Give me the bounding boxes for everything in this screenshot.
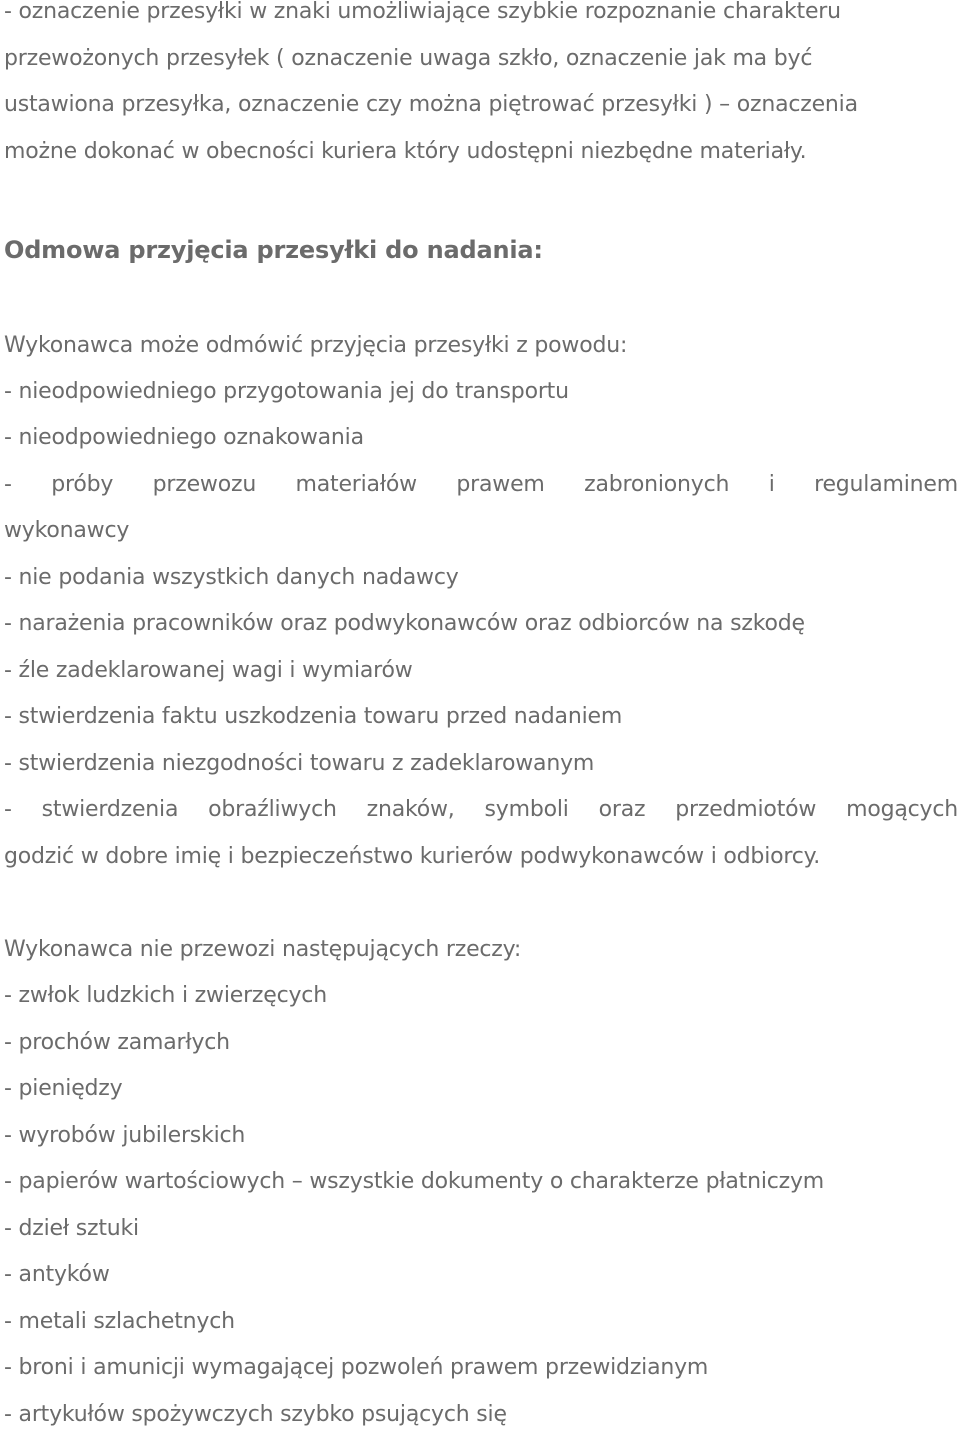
list-item-justified [4,795,958,825]
word: przewozu [152,472,257,497]
intro-line: przewożonych przesyłek ( oznaczenie uwaga szkło, oznaczenie jak ma być [4,46,813,71]
list-item-continuation: godzić w dobre imię i bezpieczeństwo kurierów podwykonawców i odbiorcy. [4,844,821,869]
word: przedmiotów [675,797,817,822]
list-item: - metali szlachetnych [4,1309,235,1334]
intro-line: - oznaczenie przesyłki w znaki umożliwiające szybkie rozpoznanie charakteru [4,0,841,24]
list-item-justified [4,470,958,500]
list-item: - nie podania wszystkich danych nadawcy [4,565,459,590]
list-item: - artykułów spożywczych szybko psujących się [4,1402,507,1427]
list-item: - narażenia pracowników oraz podwykonawców oraz odbiorców na szkodę [4,611,805,636]
word: zabronionych [584,472,730,497]
list-item-continuation: wykonawcy [4,518,130,543]
word: - [4,472,12,497]
word: stwierdzenia [41,797,179,822]
word: obraźliwych [208,797,337,822]
word: regulaminem [814,472,958,497]
word: oraz [598,797,646,822]
word: materiałów [295,472,417,497]
list-item: - dzieł sztuki [4,1216,139,1241]
list-item: - nieodpowiedniego przygotowania jej do transportu [4,379,569,404]
list-item: - nieodpowiedniego oznakowania [4,425,364,450]
list-item: - źle zadeklarowanej wagi i wymiarów [4,658,413,683]
paragraph-intro: Wykonawca nie przewozi następujących rzeczy: [4,937,522,962]
list-item: - broni i amunicji wymagającej pozwoleń prawem przewidzianym [4,1355,709,1380]
list-item: - antyków [4,1262,110,1287]
word: mogących [846,797,958,822]
intro-line: możne dokonać w obecności kuriera który udostępni niezbędne materiały. [4,139,807,164]
list-item: - pieniędzy [4,1076,123,1101]
word: znaków, [366,797,455,822]
word: próby [51,472,114,497]
intro-line: ustawiona przesyłka, oznaczenie czy można piętrować przesyłki ) – oznaczenia [4,92,858,117]
word: - [4,797,12,822]
section-heading: Odmowa przyjęcia przesyłki do nadania: [4,236,543,264]
list-item: - wyrobów jubilerskich [4,1123,246,1148]
word: i [768,472,775,497]
word: prawem [456,472,545,497]
list-item: - stwierdzenia niezgodności towaru z zadeklarowanym [4,751,595,776]
list-item: - stwierdzenia faktu uszkodzenia towaru przed nadaniem [4,704,623,729]
list-item: - papierów wartościowych – wszystkie dokumenty o charakterze płatniczym [4,1169,825,1194]
paragraph-intro: Wykonawca może odmówić przyjęcia przesyłki z powodu: [4,333,628,358]
word: symboli [484,797,569,822]
list-item: - prochów zamarłych [4,1030,230,1055]
list-item: - zwłok ludzkich i zwierzęcych [4,983,327,1008]
